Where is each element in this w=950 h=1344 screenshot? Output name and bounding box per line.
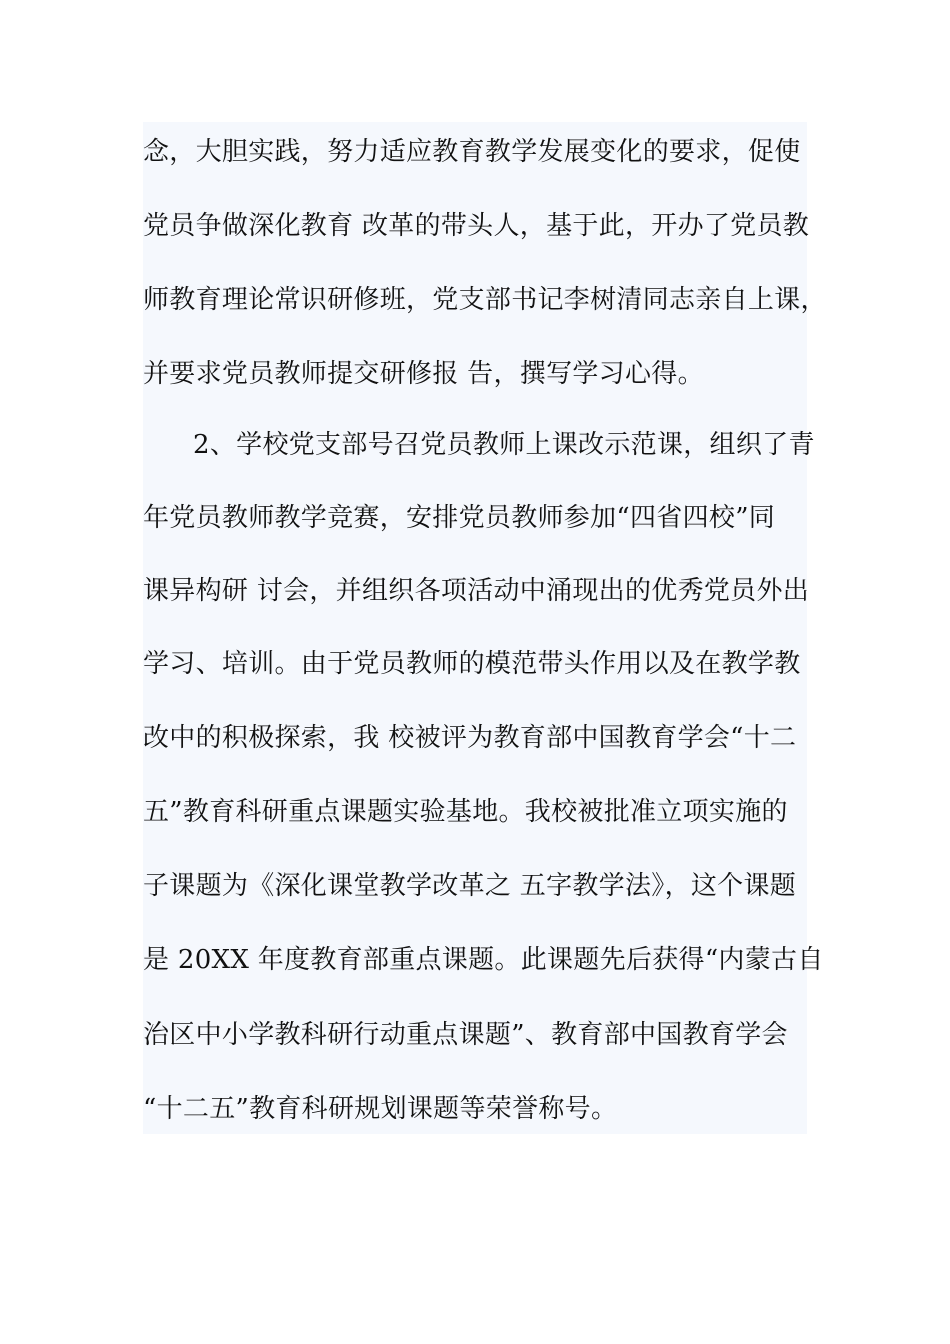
text-line-4: 并要求党员教师提交研修报 告，撰写学习心得。 [143,359,704,389]
text-line-7: 课异构研 讨会，并组织各项活动中涌现出的优秀党员外出 [143,576,810,606]
text-line-3: 师教育理论常识研修班，党支部书记李树清同志亲自上课， [143,285,827,315]
text-line-11: 子课题为《深化课堂教学改革之 五字教学法》，这个课题 [143,871,797,901]
text-line-8: 学习、培训。由于党员教师的模范带头作用以及在教学教 [143,649,801,679]
text-line-10: 五”教育科研重点课题实验基地。我校被批准立项实施的 [143,797,788,827]
text-line-1: 念，大胆实践，努力适应教育教学发展变化的要求，促使 [143,137,801,167]
text-line-2: 党员争做深化教育 改革的带头人，基于此，开办了党员教 [143,211,810,241]
text-line-12: 是 20XX 年度教育部重点课题。此课题先后获得“内蒙古自 [143,945,824,975]
text-line-9: 改中的积极探索，我 校被评为教育部中国教育学会“十二 [143,723,797,753]
text-line-14: “十二五”教育科研规划课题等荣誉称号。 [143,1094,618,1124]
text-line-13: 治区中小学教科研行动重点课题”、教育部中国教育学会 [143,1020,788,1050]
text-line-6: 年党员教师教学竞赛，安排党员教师参加“四省四校”同 [143,503,776,533]
text-block [143,122,827,1134]
text-line-5: 2、学校党支部号召党员教师上课改示范课，组织了青 [193,430,815,460]
